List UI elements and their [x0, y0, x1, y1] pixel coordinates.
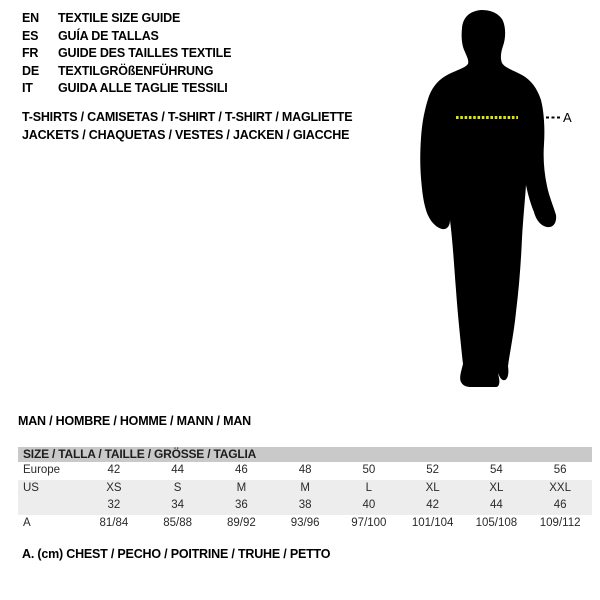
garment-categories — [22, 108, 352, 144]
table-cell: XS — [106, 481, 122, 494]
table-row-us — [18, 480, 592, 498]
category-jackets: JACKETS / CHAQUETAS / VESTES / JACKEN / GIACCHE — [22, 128, 350, 142]
table-row-chest-cm — [18, 515, 592, 533]
table-cell: 85/88 — [163, 516, 193, 529]
table-cell: 40 — [362, 499, 376, 511]
row-label: Europe — [23, 464, 61, 476]
table-cell: XL — [489, 481, 504, 494]
man-silhouette-figure — [395, 0, 600, 400]
table-cell: XL — [425, 481, 440, 494]
table-cell: 42 — [426, 499, 440, 511]
table-cell: 44 — [171, 464, 185, 476]
lang-row-en — [22, 10, 231, 28]
table-cell: 54 — [489, 464, 503, 476]
table-cell: M — [300, 481, 310, 494]
lang-code: EN — [22, 11, 39, 25]
table-cell: 48 — [298, 464, 312, 476]
table-cell: 46 — [234, 464, 248, 476]
language-guide — [22, 10, 231, 98]
table-cell: 42 — [107, 464, 121, 476]
table-cell: 81/84 — [99, 516, 129, 529]
lang-row-es — [22, 28, 231, 46]
table-cell: 46 — [553, 499, 567, 511]
lang-label: GUÍA DE TALLAS — [58, 28, 159, 43]
man-silhouette — [420, 10, 556, 387]
row-label — [18, 497, 82, 515]
table-cell: S — [173, 481, 182, 494]
table-cell: XXL — [549, 481, 571, 494]
table-cell: M — [236, 481, 247, 494]
table-cell: 44 — [489, 499, 503, 511]
lang-code: IT — [22, 81, 33, 96]
measure-label-a: A — [563, 110, 572, 125]
lang-label: TEXTILE SIZE GUIDE — [58, 11, 181, 25]
measure-footnote: A. (cm) CHEST / PECHO / POITRINE / TRUHE / PETTO — [22, 547, 331, 561]
table-cell: L — [365, 481, 373, 494]
lang-label: TEXTILGRÖßENFÜHRUNG — [58, 63, 214, 78]
section-title-man: MAN / HOMBRE / HOMME / MANN / MAN — [18, 414, 251, 428]
lang-row-fr — [22, 45, 231, 63]
lang-code: DE — [22, 63, 39, 78]
table-cell: 101/104 — [411, 516, 454, 529]
size-table-header: SIZE / TALLA / TAILLE / GRÖSSE / TAGLIA — [18, 447, 592, 462]
lang-label: GUIDE DES TAILLES TEXTILE — [58, 46, 232, 61]
table-cell: 52 — [426, 464, 440, 476]
table-cell: 38 — [298, 499, 312, 511]
lang-row-it — [22, 80, 231, 98]
table-cell: 34 — [171, 499, 185, 511]
lang-code: ES — [22, 28, 39, 43]
table-cell: 32 — [107, 499, 121, 511]
size-table — [18, 447, 592, 532]
lang-code: FR — [22, 46, 39, 61]
table-row-europe — [18, 462, 592, 480]
lang-row-de — [22, 63, 231, 81]
table-cell: 56 — [553, 464, 567, 476]
table-cell: 93/96 — [290, 516, 320, 529]
row-label: A — [23, 516, 31, 529]
table-cell: 50 — [362, 464, 376, 476]
table-cell: 97/100 — [351, 516, 387, 529]
row-label: US — [23, 481, 39, 494]
table-cell: 105/108 — [475, 516, 518, 529]
category-tshirts: T-SHIRTS / CAMISETAS / T-SHIRT / T-SHIRT / MAGLIETTE — [22, 110, 353, 124]
table-cell: 109/112 — [539, 516, 581, 529]
table-cell: 36 — [234, 499, 248, 511]
table-row-alt-sizes — [18, 497, 592, 515]
table-cell: 89/92 — [226, 516, 256, 529]
lang-label: GUIDA ALLE TAGLIE TESSILI — [58, 81, 228, 96]
